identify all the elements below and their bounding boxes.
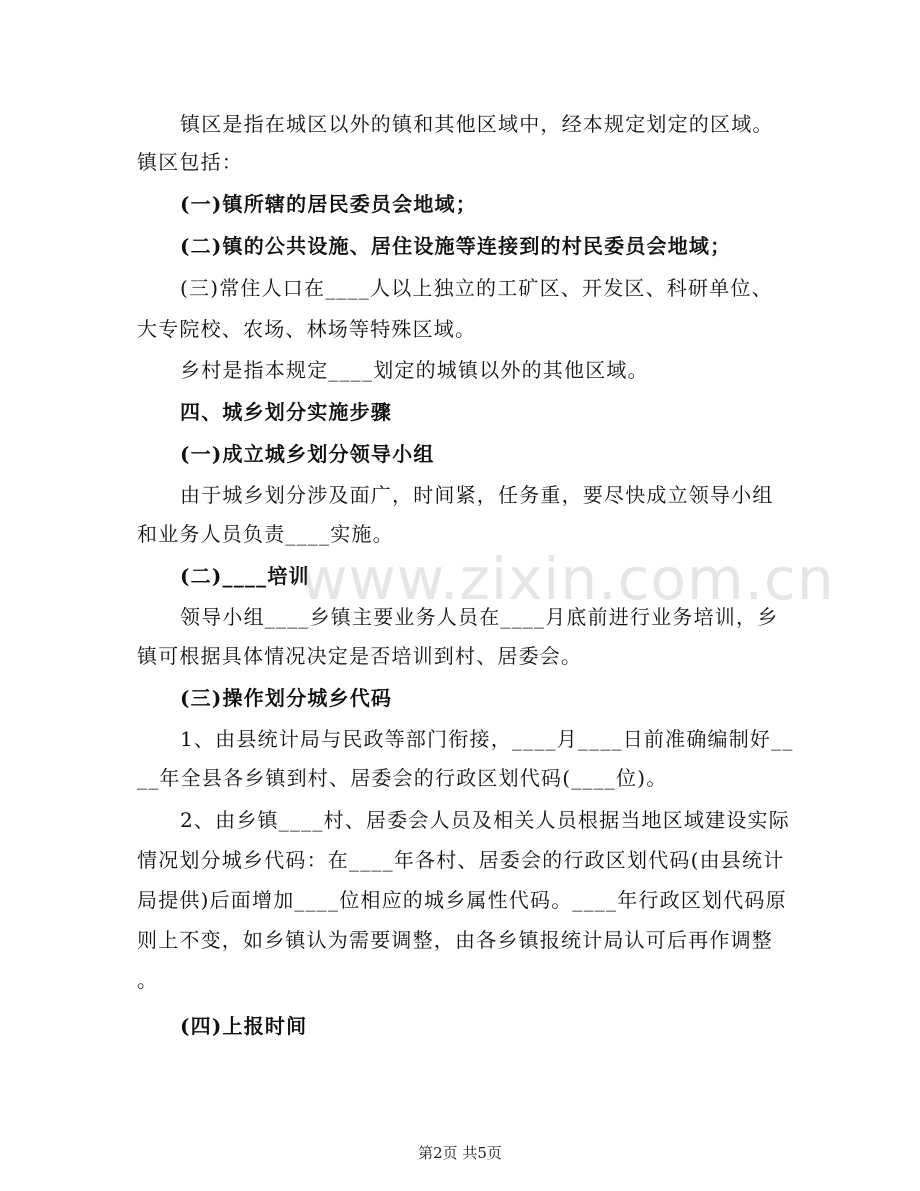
- paragraph-line: 镇区是指在城区以外的镇和其他区域中，经本规定划定的区域。: [180, 112, 774, 136]
- watermark: www.zixin.com.cn: [300, 545, 835, 613]
- paragraph-line: 局提供)后面增加____位相应的城乡属性代码。____年行政区划代码原: [137, 888, 787, 912]
- subsection-heading: (二)____培训: [180, 564, 310, 588]
- subsection-heading: (三)操作划分城乡代码: [180, 686, 393, 710]
- subsection-heading: (一)成立城乡划分领导小组: [180, 442, 435, 466]
- paragraph-line: 1、由县统计局与民政等部门衔接，____月____日前准确编制好__: [180, 727, 794, 751]
- paragraph-line: 领导小组____乡镇主要业务人员在____月底前进行业务培训，乡: [180, 605, 779, 629]
- paragraph-line: 大专院校、农场、林场等特殊区域。: [137, 317, 477, 341]
- paragraph-line: 由于城乡划分涉及面广，时间紧，任务重，要尽快成立领导小组: [180, 483, 774, 507]
- paragraph-line: 和业务人员负责____实施。: [137, 522, 394, 546]
- paragraph-line: 。: [137, 968, 159, 992]
- paragraph-line: 乡村是指本规定____划定的城镇以外的其他区域。: [180, 358, 649, 382]
- paragraph-line: 情况划分城乡代码：在____年各村、居委会的行政区划代码(由县统计: [137, 848, 785, 872]
- paragraph-line: 2、由乡镇____村、居委会人员及相关人员根据当地区域建设实际: [180, 808, 790, 832]
- subsection-heading: (四)上报时间: [180, 1014, 308, 1038]
- list-item-heading: (一)镇所辖的居民委员会地域；: [180, 192, 477, 216]
- page-footer: 第2页 共5页: [418, 1144, 502, 1162]
- section-heading: 四、城乡划分实施步骤: [180, 400, 392, 424]
- paragraph-line: 镇可根据具体情况决定是否培训到村、居委会。: [137, 644, 583, 668]
- paragraph-line: 则上不变，如乡镇认为需要调整，由各乡镇报统计局认可后再作调整: [137, 928, 773, 952]
- list-item-heading: (二)镇的公共设施、居住设施等连接到的村民委员会地域；: [180, 234, 732, 258]
- paragraph-line: (三)常住人口在____人以上独立的工矿区、开发区、科研单位、: [180, 276, 773, 300]
- paragraph-line: __年全县各乡镇到村、居委会的行政区划代码(____位)。: [137, 766, 668, 790]
- paragraph-line: 镇区包括：: [137, 150, 243, 174]
